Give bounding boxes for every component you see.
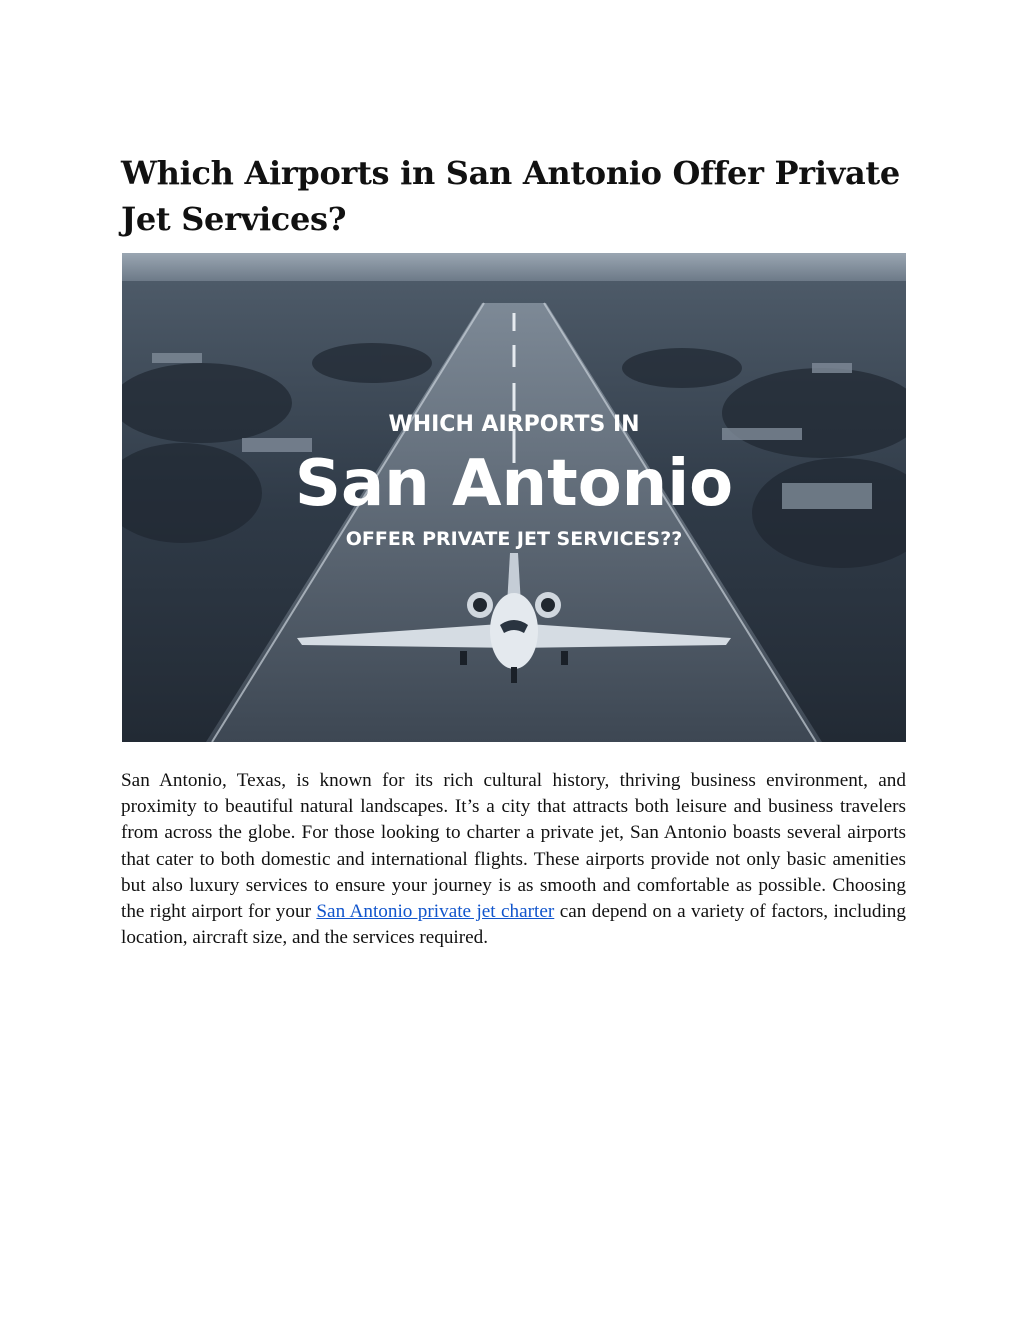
hero-line-2: San Antonio — [294, 447, 734, 521]
intro-text-before-link: San Antonio, Texas, is known for its rich cultural history, thriving business environment, and proximity to beautiful natural landscapes. It’s a city that attracts both leisure and business travelers from across the globe. For those looking to charter a private jet, San Antonio boasts several airports that cater to both domestic and international flights. These airports provide not only basic amenities but also luxury services to ensure your journey is as smooth and comfortable as possible. Choosing the right airport for your — [121, 770, 906, 923]
hero-line-3: OFFER PRIVATE JET SERVICES?? — [345, 528, 683, 550]
sky — [122, 253, 906, 281]
runway-jet-illustration — [122, 253, 906, 742]
hero-image — [122, 253, 906, 742]
intro-text-after-link: can depend on a variety of factors, including location, aircraft size, and the services required. — [121, 901, 906, 949]
hero-line-1: WHICH AIRPORTS IN — [388, 412, 640, 437]
intro-paragraph — [121, 768, 906, 951]
private-jet-charter-link[interactable]: San Antonio private jet charter — [316, 901, 555, 923]
page-title: Which Airports in San Antonio Offer Private Jet Services? — [121, 154, 900, 238]
